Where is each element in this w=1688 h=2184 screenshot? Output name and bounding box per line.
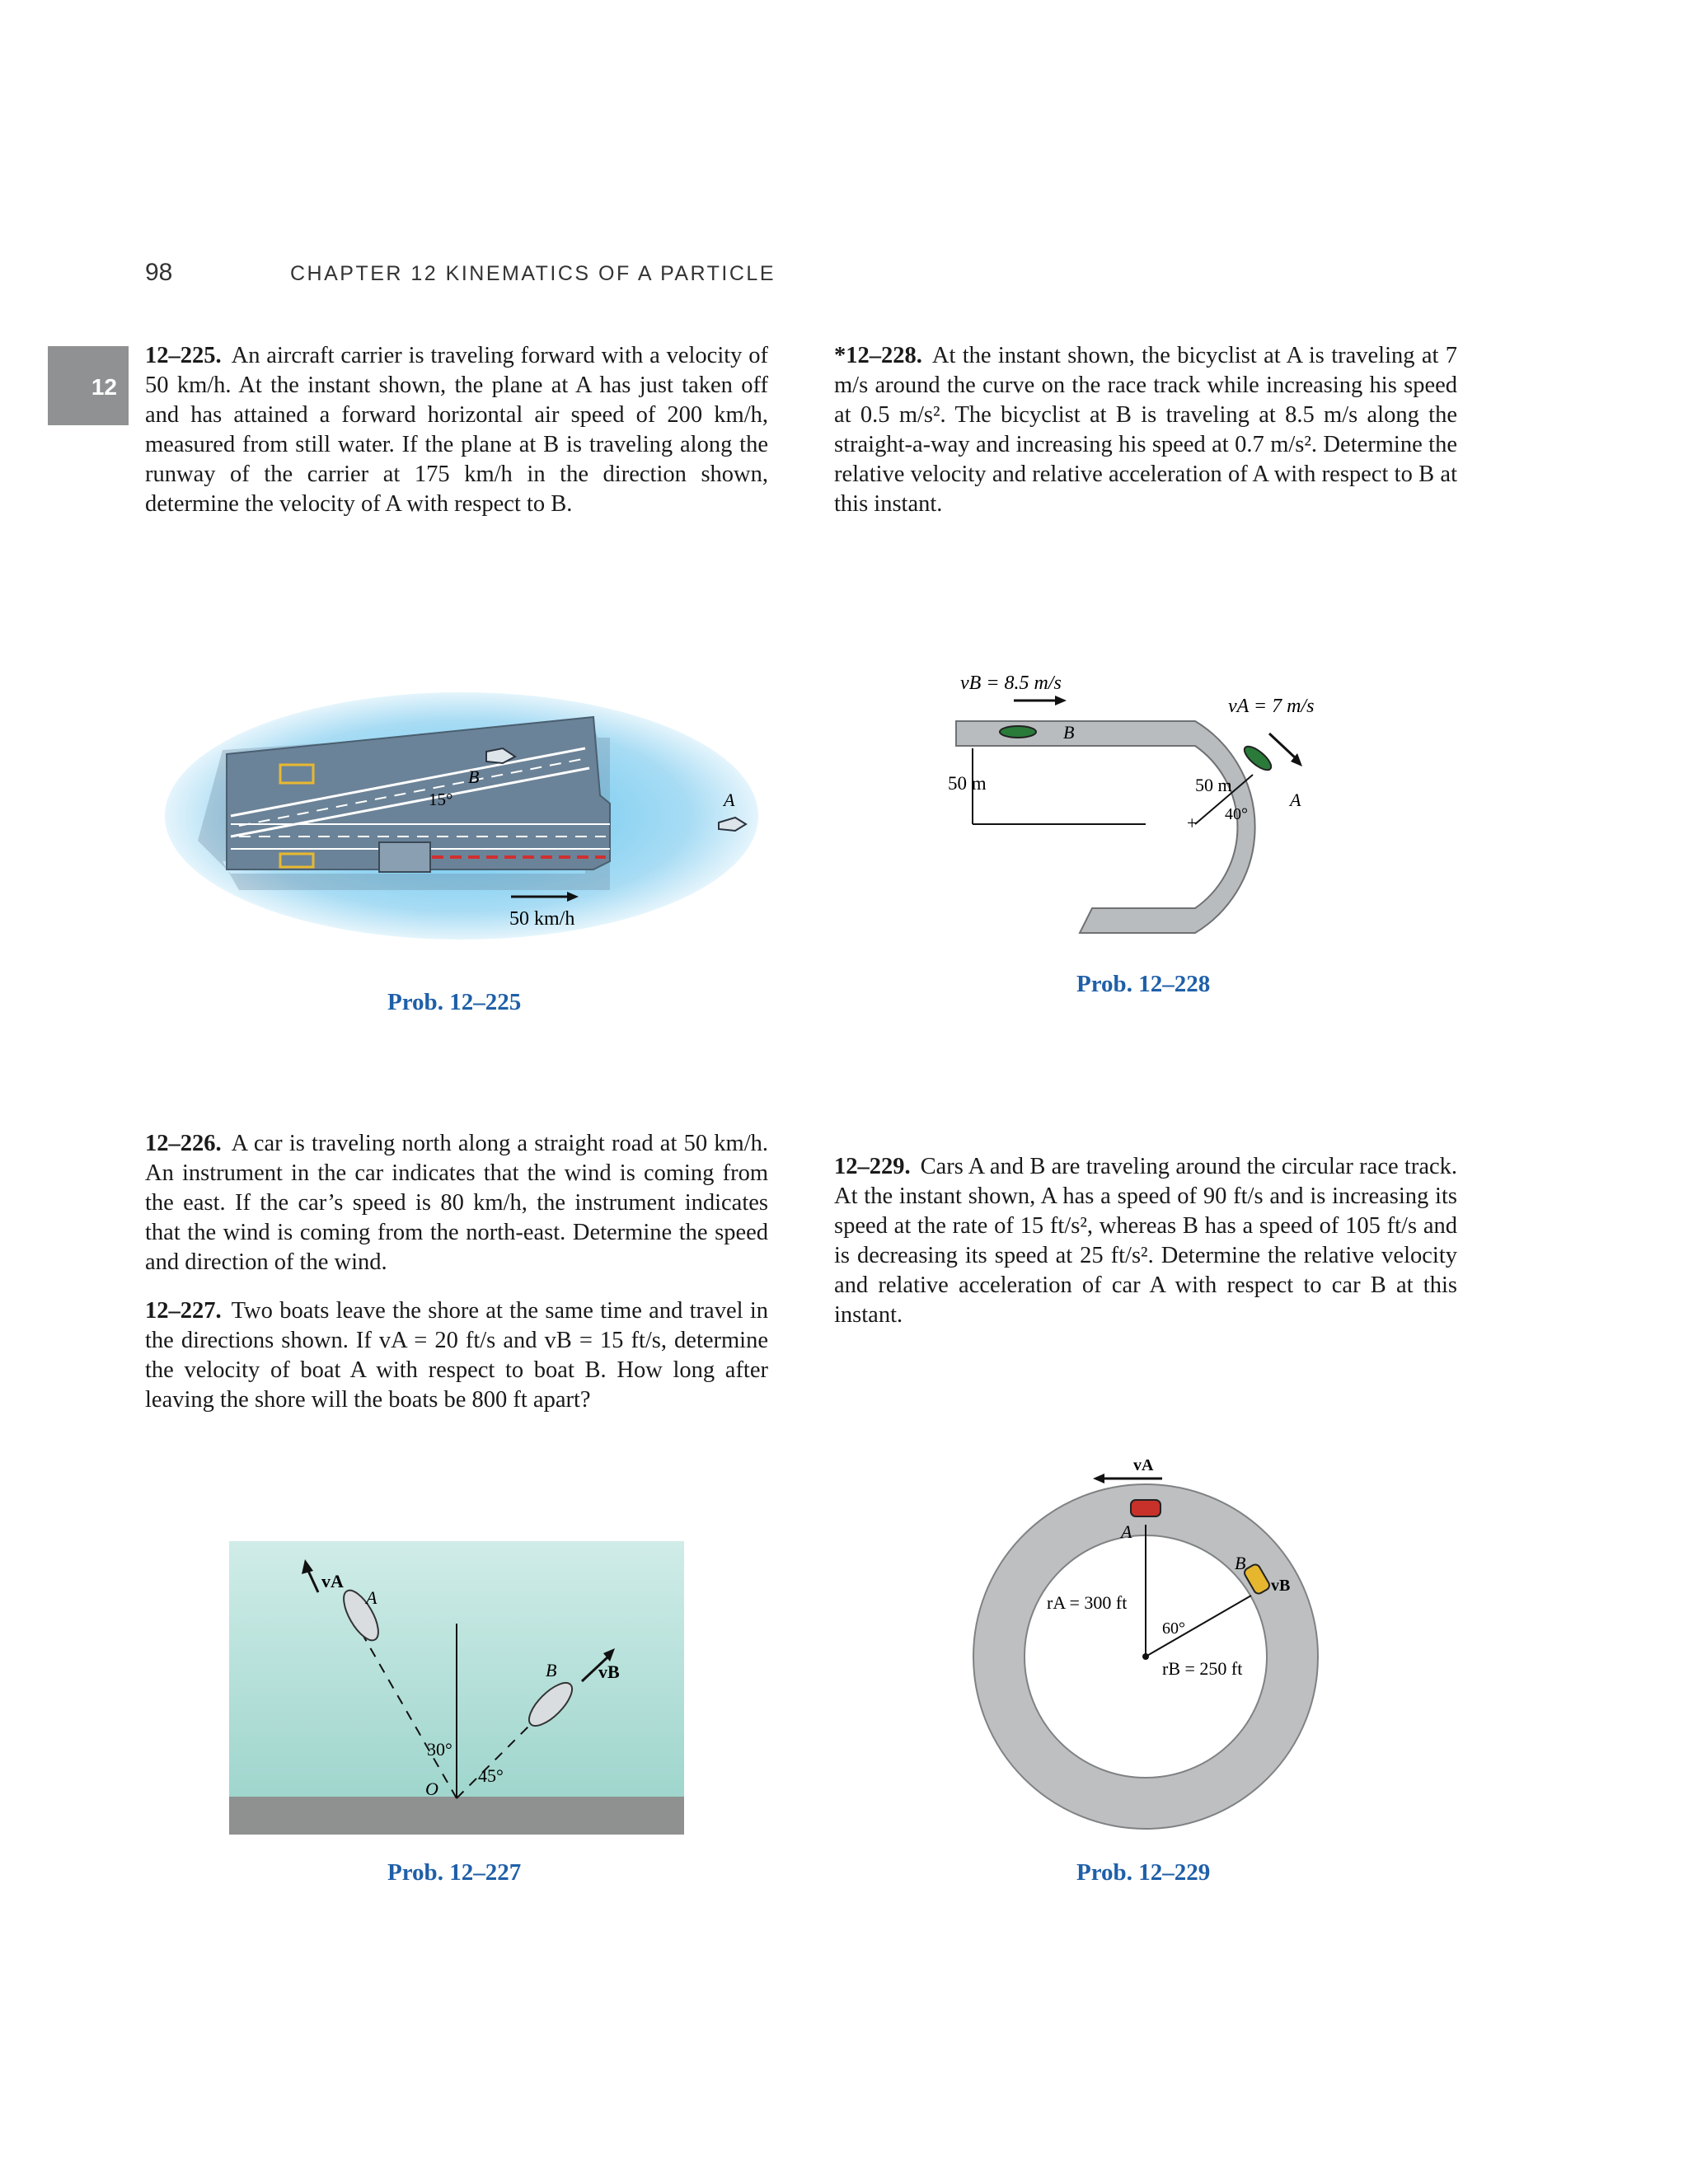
angle-label: 15° bbox=[429, 790, 453, 809]
center-point bbox=[1142, 1653, 1149, 1660]
page-number: 98 bbox=[145, 259, 173, 286]
problem-12-229 bbox=[834, 1152, 1457, 1330]
chapter-tab bbox=[48, 346, 129, 425]
problem-number: *12–228. bbox=[834, 343, 922, 368]
arrow-head bbox=[1093, 1474, 1104, 1483]
bicyclist-b-icon bbox=[1000, 726, 1036, 738]
label-a: A bbox=[366, 1587, 377, 1608]
va-label: vA = 7 m/s bbox=[1228, 696, 1315, 717]
va-arrow bbox=[1269, 733, 1296, 758]
problem-text: An aircraft carrier is traveling forward with a velocity of 50 km/h. At the instant shown, the plane at A has just taken off and has attained a forward horizontal air speed of 200 km/h, measured from still water. If the plane at B is traveling along the runway of the carrier at 175 km/h in the direction shown, determine the velocity of A with respect to B. bbox=[145, 343, 768, 517]
straight-length-label: 50 m bbox=[948, 773, 987, 794]
rb-label: rB = 250 ft bbox=[1162, 1658, 1243, 1679]
angle-label: 60° bbox=[1162, 1619, 1185, 1638]
label-b: B bbox=[1063, 722, 1075, 743]
angle-a-label: 30° bbox=[427, 1739, 452, 1760]
problem-text: A car is traveling north along a straight road at 50 km/h. An instrument in the car indicates that the wind is coming from the east. If the car’s speed is 80 km/h, the instrument indicates that the wind is coming from the north-east. Determine the speed and direction of the wind. bbox=[145, 1131, 768, 1275]
radius-label: 50 m bbox=[1195, 775, 1232, 795]
shore bbox=[229, 1797, 684, 1835]
label-o: O bbox=[425, 1779, 438, 1799]
va-label: vA bbox=[321, 1571, 344, 1591]
figure-boats bbox=[229, 1541, 684, 1835]
speed-label: 50 km/h bbox=[509, 908, 575, 930]
arrow-head bbox=[1055, 696, 1067, 705]
angle-b-label: 45° bbox=[478, 1765, 504, 1786]
figure-circular-track bbox=[973, 1456, 1335, 1821]
label-b: B bbox=[1235, 1553, 1246, 1573]
figure-track bbox=[940, 659, 1352, 956]
problem-text: At the instant shown, the bicyclist at A is traveling at 7 m/s around the curve on the race track while increasing his speed at 0.5 m/s². The bicyclist at B is traveling at 8.5 m/s along the straight-a-way and increasing his speed at 0.7 m/s². Determine the relative velocity and relative acceleration of A with respect to B at this instant. bbox=[834, 343, 1457, 517]
track-outer bbox=[956, 721, 1255, 933]
chapter-title: CHAPTER 12 KINEMATICS OF A PARTICLE bbox=[290, 262, 776, 285]
label-a: A bbox=[1121, 1521, 1132, 1542]
car-a-icon bbox=[1131, 1500, 1160, 1516]
caption-12-229: Prob. 12–229 bbox=[1076, 1859, 1211, 1886]
chapter-tab-label: 12 bbox=[91, 374, 117, 400]
caption-12-225: Prob. 12–225 bbox=[387, 989, 522, 1015]
ra-label: rA = 300 ft bbox=[1047, 1592, 1128, 1613]
va-label: vA bbox=[1133, 1456, 1154, 1474]
problem-number: 12–229. bbox=[834, 1154, 911, 1179]
problem-12-225 bbox=[145, 341, 768, 519]
problem-number: 12–227. bbox=[145, 1298, 222, 1324]
angle-label: 40° bbox=[1225, 805, 1248, 823]
label-b: B bbox=[468, 766, 480, 787]
problem-number: 12–226. bbox=[145, 1131, 222, 1156]
center-mark: + bbox=[1187, 813, 1198, 833]
bicyclist-a-icon bbox=[1241, 743, 1275, 774]
vb-label: vB bbox=[1271, 1577, 1291, 1595]
problem-12-227 bbox=[145, 1296, 768, 1415]
problem-number: 12–225. bbox=[145, 343, 222, 368]
figure-carrier bbox=[148, 651, 775, 964]
vb-label: vB bbox=[598, 1661, 620, 1682]
vb-label: vB = 8.5 m/s bbox=[960, 673, 1062, 694]
problem-text: Cars A and B are traveling around the circular race track. At the instant shown, A has a speed of 90 ft/s and is increasing its speed at the rate of 15 ft/s², whereas B has a speed of 105 ft/s and is decreasing its speed at 25 ft/s². Determine the relative velocity and relative acceleration of car A with respect to car B at this instant. bbox=[834, 1154, 1457, 1328]
label-a: A bbox=[1290, 790, 1301, 810]
label-a: A bbox=[724, 790, 735, 810]
caption-12-227: Prob. 12–227 bbox=[387, 1859, 522, 1886]
problem-12-226 bbox=[145, 1129, 768, 1277]
caption-12-228: Prob. 12–228 bbox=[1076, 971, 1211, 997]
label-b: B bbox=[546, 1660, 557, 1680]
problem-text: Two boats leave the shore at the same time and travel in the directions shown. If vA = 20 ft/s and vB = 15 ft/s, determine the velocity of boat A with respect to boat B. How long after leaving the shore will the boats be 800 ft apart? bbox=[145, 1298, 768, 1413]
deck-tower bbox=[379, 842, 430, 872]
problem-12-228 bbox=[834, 341, 1457, 519]
